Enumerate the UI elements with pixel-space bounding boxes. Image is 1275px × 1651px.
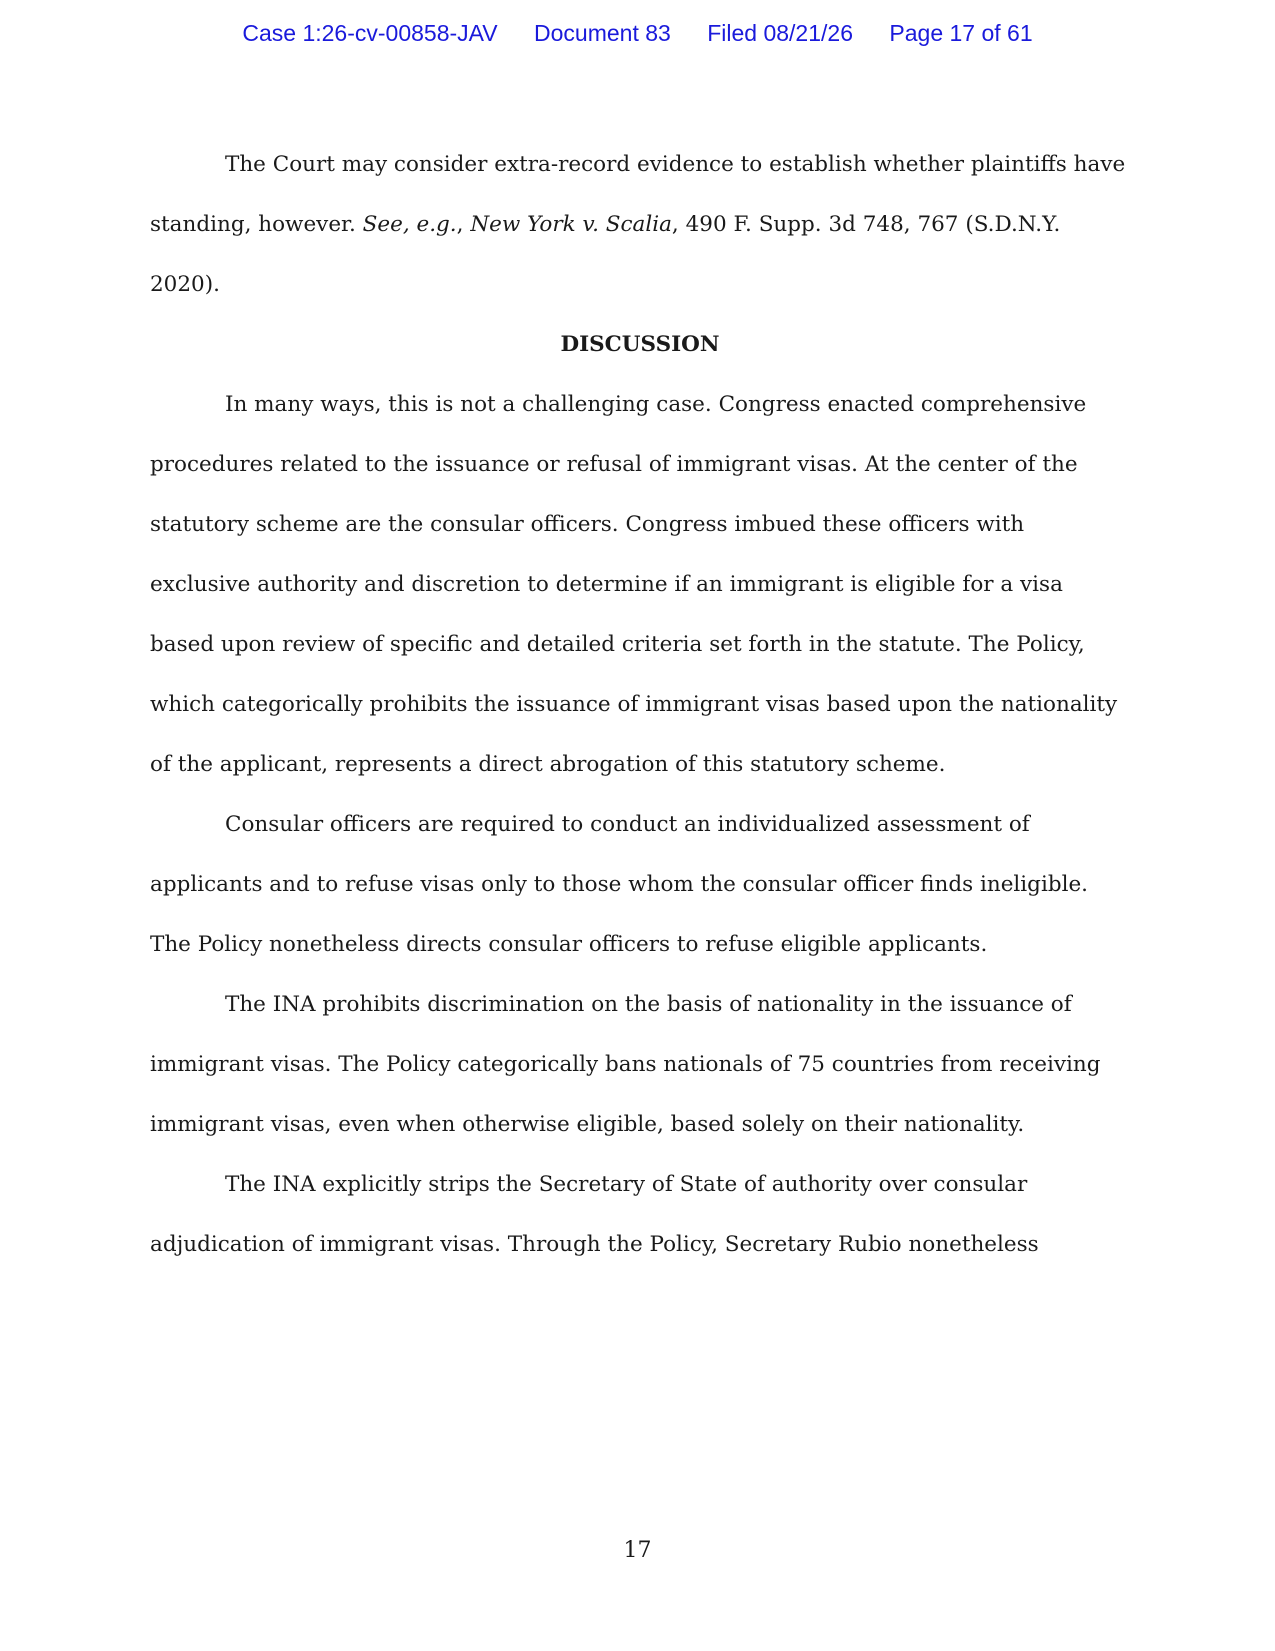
case-citation: New York v. Scalia (470, 212, 672, 237)
filed-date: Filed 08/21/26 (707, 20, 853, 46)
page-count: Page 17 of 61 (889, 20, 1033, 46)
paragraph-text: , 490 F. Supp. 3d 748, 767 (S.D.N.Y. 2020). (150, 212, 1061, 297)
page-number: 17 (623, 1538, 652, 1563)
paragraph-text: , (456, 212, 471, 237)
section-heading: DISCUSSION (560, 332, 720, 357)
paragraph-discussion-1: In many ways, this is not a challenging case. Congress enacted comprehensive procedures related to the issuance or refusal of immigrant visas. At the center of the statutory scheme are the consular officers. Congress imbued these officers with exclusive authority and discretion to determine if an immigrant is eligible for a visa based upon review of specific and detailed criteria set forth in the statute. The Policy, which categorically prohibits the issuance of immigrant visas based upon the nationality of the applicant, represents a direct abrogation of this statutory scheme. (150, 392, 1118, 777)
citation-signal: See, e.g. (362, 212, 457, 237)
document-number: Document 83 (534, 20, 671, 46)
paragraph-discussion-3: The INA prohibits discrimination on the basis of nationality in the issuance of immigrant visas. The Policy categorically bans nationals of 75 countries from receiving immigrant visas, even when otherwise eligible, based solely on their nationality. (150, 992, 1101, 1137)
paragraph-discussion-2: Consular officers are required to conduct an individualized assessment of applicants and to refuse visas only to those whom the consular officer finds ineligible. The Policy nonetheless directs consular officers to refuse eligible applicants. (150, 812, 1089, 957)
body-text (150, 135, 1130, 1275)
paragraph-text: The Court may consider extra-record evidence to establish whether plaintiffs have standing, however. (150, 152, 1126, 237)
ecf-header (0, 20, 1275, 47)
paragraph-discussion-4: The INA explicitly strips the Secretary of State of authority over consular adjudication of immigrant visas. Through the Policy, Secretary Rubio nonetheless (150, 1172, 1039, 1257)
case-number: Case 1:26-cv-00858-JAV (242, 20, 498, 46)
paragraph-standing (150, 135, 1130, 315)
